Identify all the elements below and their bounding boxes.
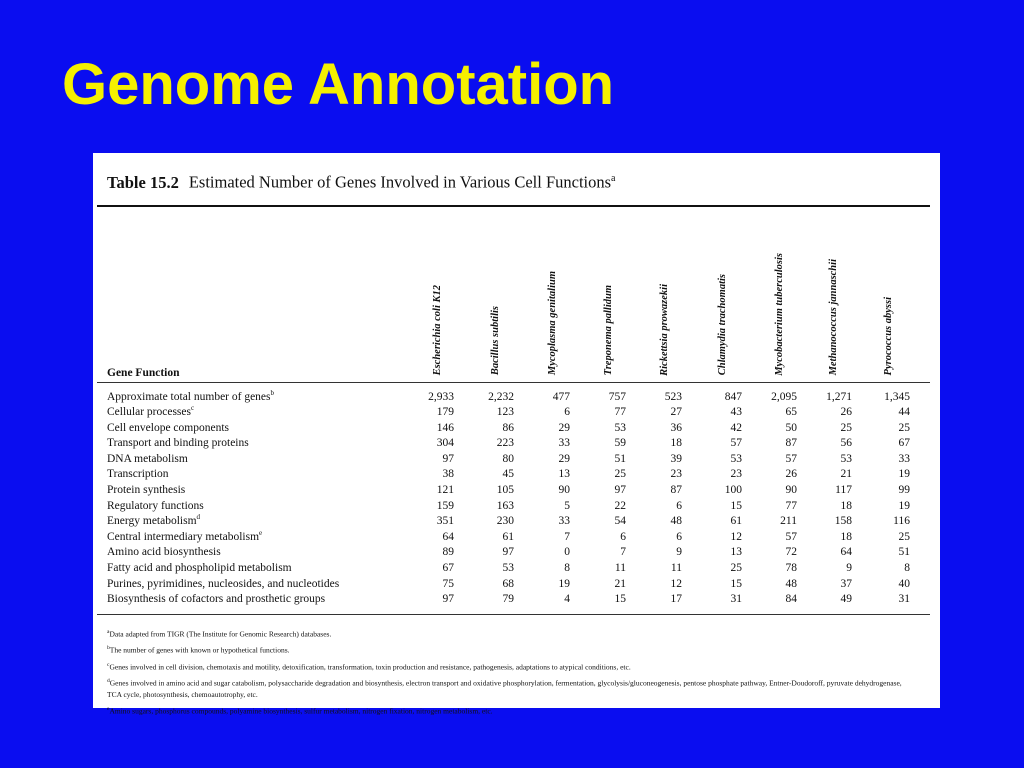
gene-function-label: DNA metabolism — [107, 452, 188, 465]
table-cell: 13 — [730, 546, 742, 559]
table-cell: 45 — [502, 468, 514, 481]
table-cell: 9 — [676, 546, 682, 559]
table-cell: 25 — [898, 530, 910, 543]
table-cell: 18 — [840, 499, 852, 512]
table-row — [97, 390, 930, 406]
gene-function-label: Protein synthesis — [107, 484, 186, 497]
header-rule — [97, 382, 930, 383]
table-cell: 57 — [785, 530, 797, 543]
table-header — [97, 207, 930, 382]
table-row — [97, 467, 930, 483]
table-cell: 7 — [620, 546, 626, 559]
table-image — [93, 153, 940, 716]
table-cell: 51 — [614, 452, 626, 465]
footnote — [107, 704, 907, 717]
table-cell: 39 — [670, 452, 682, 465]
table-cell: 351 — [436, 515, 454, 528]
table-cell: 2,933 — [428, 390, 454, 403]
table-cell: 48 — [785, 577, 797, 590]
footnote-mark: e — [259, 529, 263, 538]
column-header-label: Methanococcus jannaschii — [827, 259, 839, 376]
table-cell: 2,095 — [771, 390, 797, 403]
column-header — [654, 284, 674, 376]
table-cell: 2,232 — [488, 390, 514, 403]
table-cell: 51 — [898, 546, 910, 559]
table-cell: 67 — [442, 562, 454, 575]
table-row — [97, 577, 930, 593]
table-cell: 33 — [898, 452, 910, 465]
footnote-text: Data adapted from TIGR (The Institute for Genomic Research) databases. — [109, 629, 332, 639]
table-cell: 25 — [614, 468, 626, 481]
table-cell: 44 — [898, 406, 910, 419]
footnote — [107, 660, 907, 673]
table-cell: 61 — [502, 530, 514, 543]
footnote-mark: a — [107, 628, 110, 635]
table-row — [97, 561, 930, 577]
footnote-mark: c — [107, 661, 110, 668]
slide-title: Genome Annotation — [62, 52, 615, 117]
column-header-label: Bacillus subtilis — [489, 306, 501, 376]
footnote-text: Genes involved in amino acid and sugar catabolism, polysaccharide degradation and biosynthesis, electron transport and oxidative phosphorylation, fermentation, glycolysis/gluconeogenesis, pentose phosphate pathway, Entner-Doudoroff, pyruvate dehydrogenase, TCA cycle, photosynthesis, chemoautotrophy, etc. — [107, 678, 902, 699]
table-cell: 15 — [730, 499, 742, 512]
table-cell: 11 — [614, 562, 626, 575]
column-header — [427, 285, 447, 375]
table-cell: 99 — [898, 484, 910, 497]
table-cell: 53 — [502, 562, 514, 575]
table-cell: 21 — [614, 577, 626, 590]
column-header-label: Pyrococcus abyssi — [882, 297, 894, 376]
column-header — [712, 274, 732, 375]
gene-function-label: Amino acid biosynthesis — [107, 546, 221, 559]
table-cell: 8 — [564, 562, 570, 575]
table-cell: 26 — [840, 406, 852, 419]
gene-function-label: Approximate total number of genes$^b$ — [107, 388, 275, 403]
column-header-label: Mycobacterium tuberculosis — [773, 252, 785, 376]
footnote-text: Genes involved in cell division, chemotaxis and motility, detoxification, transformation, toxin production and resistance, pathogenesis, adaptations to atypical conditions, etc. — [109, 662, 631, 672]
table-cell: 64 — [840, 546, 852, 559]
table-body — [97, 390, 930, 615]
table-cell: 158 — [834, 515, 852, 528]
table-cell: 6 — [676, 499, 682, 512]
table-cell: 87 — [670, 484, 682, 497]
table-cell: 33 — [558, 515, 570, 528]
table-cell: 36 — [670, 421, 682, 434]
table-cell: 477 — [552, 390, 570, 403]
table-caption — [107, 167, 930, 195]
table-cell: 80 — [502, 452, 514, 465]
table-row — [97, 592, 930, 608]
table-cell: 117 — [835, 484, 852, 497]
table-cell: 1,345 — [884, 390, 910, 403]
table-cell: 89 — [442, 546, 454, 559]
table-cell: 56 — [840, 437, 852, 450]
table-cell: 53 — [614, 421, 626, 434]
table-cell: 67 — [898, 437, 910, 450]
table-cell: 7 — [564, 530, 570, 543]
table-cell: 15 — [614, 593, 626, 606]
table-cell: 18 — [670, 437, 682, 450]
column-header — [485, 306, 505, 375]
table-cell: 1,271 — [826, 390, 852, 403]
table-cell: 97 — [614, 484, 626, 497]
table-cell: 43 — [730, 406, 742, 419]
table-cell: 77 — [785, 499, 797, 512]
table-row — [97, 405, 930, 421]
table-cell: 5 — [564, 499, 570, 512]
footnote-mark: d — [196, 513, 201, 522]
table-cell: 49 — [840, 593, 852, 606]
table-cell: 757 — [608, 390, 626, 403]
table-cell: 12 — [730, 530, 742, 543]
table-cell: 75 — [442, 577, 454, 590]
table-cell: 6 — [676, 530, 682, 543]
gene-function-label: Cell envelope components — [107, 421, 229, 434]
table-cell: 18 — [840, 530, 852, 543]
table-cell: 25 — [898, 421, 910, 434]
table-cell: 97 — [502, 546, 514, 559]
gene-function-label: Transport and binding proteins — [107, 437, 249, 450]
table-cell: 0 — [564, 546, 570, 559]
table-cell: 523 — [664, 390, 682, 403]
table-cell: 146 — [436, 421, 454, 434]
column-header-label: Treponema pallidum — [602, 285, 614, 376]
gene-function-label: Regulatory functions — [107, 499, 204, 512]
table-cell: 8 — [904, 562, 910, 575]
table-cell: 19 — [898, 468, 910, 481]
table-row — [97, 545, 930, 561]
table-cell: 61 — [730, 515, 742, 528]
table-cell: 6 — [620, 530, 626, 543]
gene-function-label: Central intermediary metabolism$^e$ — [107, 529, 263, 543]
table-cell: 42 — [730, 421, 742, 434]
column-header — [542, 271, 562, 375]
table-cell: 90 — [558, 484, 570, 497]
table-row — [97, 514, 930, 530]
footnote — [107, 676, 907, 700]
table-cell: 9 — [846, 562, 852, 575]
table-cell: 223 — [496, 437, 514, 450]
column-header — [598, 285, 618, 375]
table-cell: 100 — [724, 484, 742, 497]
table-cell: 121 — [436, 484, 454, 497]
table-bottom-rule — [97, 614, 930, 615]
table-cell: 78 — [785, 562, 797, 575]
table-cell: 84 — [785, 593, 797, 606]
table-caption-note: a — [611, 173, 616, 184]
table-cell: 179 — [436, 406, 454, 419]
table-cell: 37 — [840, 577, 852, 590]
gene-function-label: Cellular processes$^c$ — [107, 404, 195, 419]
table-cell: 31 — [730, 593, 742, 606]
table-cell: 64 — [442, 530, 454, 543]
table-cell: 68 — [502, 577, 514, 590]
table-cell: 54 — [614, 515, 626, 528]
table-cell: 87 — [785, 437, 797, 450]
gene-function-label: Energy metabolism$^d$ — [107, 513, 201, 528]
footnote-mark: b — [107, 645, 110, 652]
footnote-mark: c — [191, 404, 195, 413]
table-cell: 33 — [558, 437, 570, 450]
table-cell: 6 — [564, 406, 570, 419]
table-cell: 65 — [785, 406, 797, 419]
table-cell: 53 — [730, 452, 742, 465]
table-cell: 21 — [840, 468, 852, 481]
table-cell: 57 — [730, 437, 742, 450]
column-header — [769, 253, 789, 376]
table-cell: 123 — [496, 406, 514, 419]
table-cell: 23 — [730, 468, 742, 481]
footnote — [107, 643, 907, 656]
table-cell: 86 — [502, 421, 514, 434]
gene-function-label: Transcription — [107, 468, 169, 481]
table-cell: 57 — [785, 452, 797, 465]
table-cell: 25 — [840, 421, 852, 434]
table-cell: 19 — [898, 499, 910, 512]
table-cell: 159 — [436, 499, 454, 512]
table-cell: 77 — [614, 406, 626, 419]
table-cell: 23 — [670, 468, 682, 481]
table-cell: 59 — [614, 437, 626, 450]
table-cell: 25 — [730, 562, 742, 575]
table-row — [97, 499, 930, 515]
table-cell: 211 — [780, 515, 797, 528]
table-cell: 72 — [785, 546, 797, 559]
column-header-label: Escherichia coli K12 — [431, 285, 443, 376]
table-cell: 50 — [785, 421, 797, 434]
table-row — [97, 421, 930, 437]
table-row — [97, 452, 930, 468]
footnote-mark: d — [107, 678, 110, 685]
table-cell: 27 — [670, 406, 682, 419]
column-header — [823, 259, 843, 375]
table-cell: 230 — [496, 515, 514, 528]
table-cell: 116 — [893, 515, 910, 528]
table-row — [97, 436, 930, 452]
table-row — [97, 530, 930, 546]
table-row — [97, 483, 930, 499]
gene-function-label: Fatty acid and phospholipid metabolism — [107, 562, 292, 575]
table-cell: 26 — [785, 468, 797, 481]
table-cell: 29 — [558, 421, 570, 434]
column-header-label: Rickettsia prowazekii — [658, 283, 670, 376]
column-header-label: Chlamydia trachomatis — [716, 274, 728, 376]
table-cell: 13 — [558, 468, 570, 481]
table-cell: 15 — [730, 577, 742, 590]
table-cell: 31 — [898, 593, 910, 606]
gene-function-label: Purines, pyrimidines, nucleosides, and nucleotides — [107, 577, 340, 590]
gene-function-label: Biosynthesis of cofactors and prosthetic groups — [107, 593, 326, 606]
footnote-mark: b — [270, 388, 275, 397]
column-header — [878, 297, 898, 375]
table-cell: 97 — [442, 452, 454, 465]
footnote-text: The number of genes with known or hypothetical functions. — [109, 645, 290, 655]
table-cell: 4 — [564, 593, 570, 606]
table-cell: 22 — [614, 499, 626, 512]
table-cell: 90 — [785, 484, 797, 497]
table-cell: 29 — [558, 452, 570, 465]
footnote-mark: e — [107, 705, 110, 712]
column-header-label: Mycoplasma genitalium — [546, 271, 558, 376]
table-cell: 163 — [496, 499, 514, 512]
table-cell: 11 — [670, 562, 682, 575]
table-cell: 847 — [724, 390, 742, 403]
table-cell: 12 — [670, 577, 682, 590]
row-header-label: Gene Function — [107, 366, 180, 379]
footnote — [107, 627, 907, 640]
table-cell: 38 — [442, 468, 454, 481]
table-cell: 97 — [442, 593, 454, 606]
table-label: Table 15.2 — [107, 172, 179, 192]
footnote-text: Amino sugars, phosphorus compounds, polyamine biosynthesis, sulfur metabolism, nitrogen fixation, nitrogen metabolism, etc. — [109, 706, 493, 716]
table-caption-text: Estimated Number of Genes Involved in Various Cell Functions — [188, 172, 612, 192]
table-cell: 105 — [496, 484, 514, 497]
table-cell: 79 — [502, 593, 514, 606]
table-cell: 17 — [670, 593, 682, 606]
table-cell: 304 — [436, 437, 454, 450]
table-cell: 53 — [840, 452, 852, 465]
table-footnotes — [97, 623, 930, 717]
table-cell: 48 — [670, 515, 682, 528]
table-cell: 19 — [558, 577, 570, 590]
table-cell: 40 — [898, 577, 910, 590]
